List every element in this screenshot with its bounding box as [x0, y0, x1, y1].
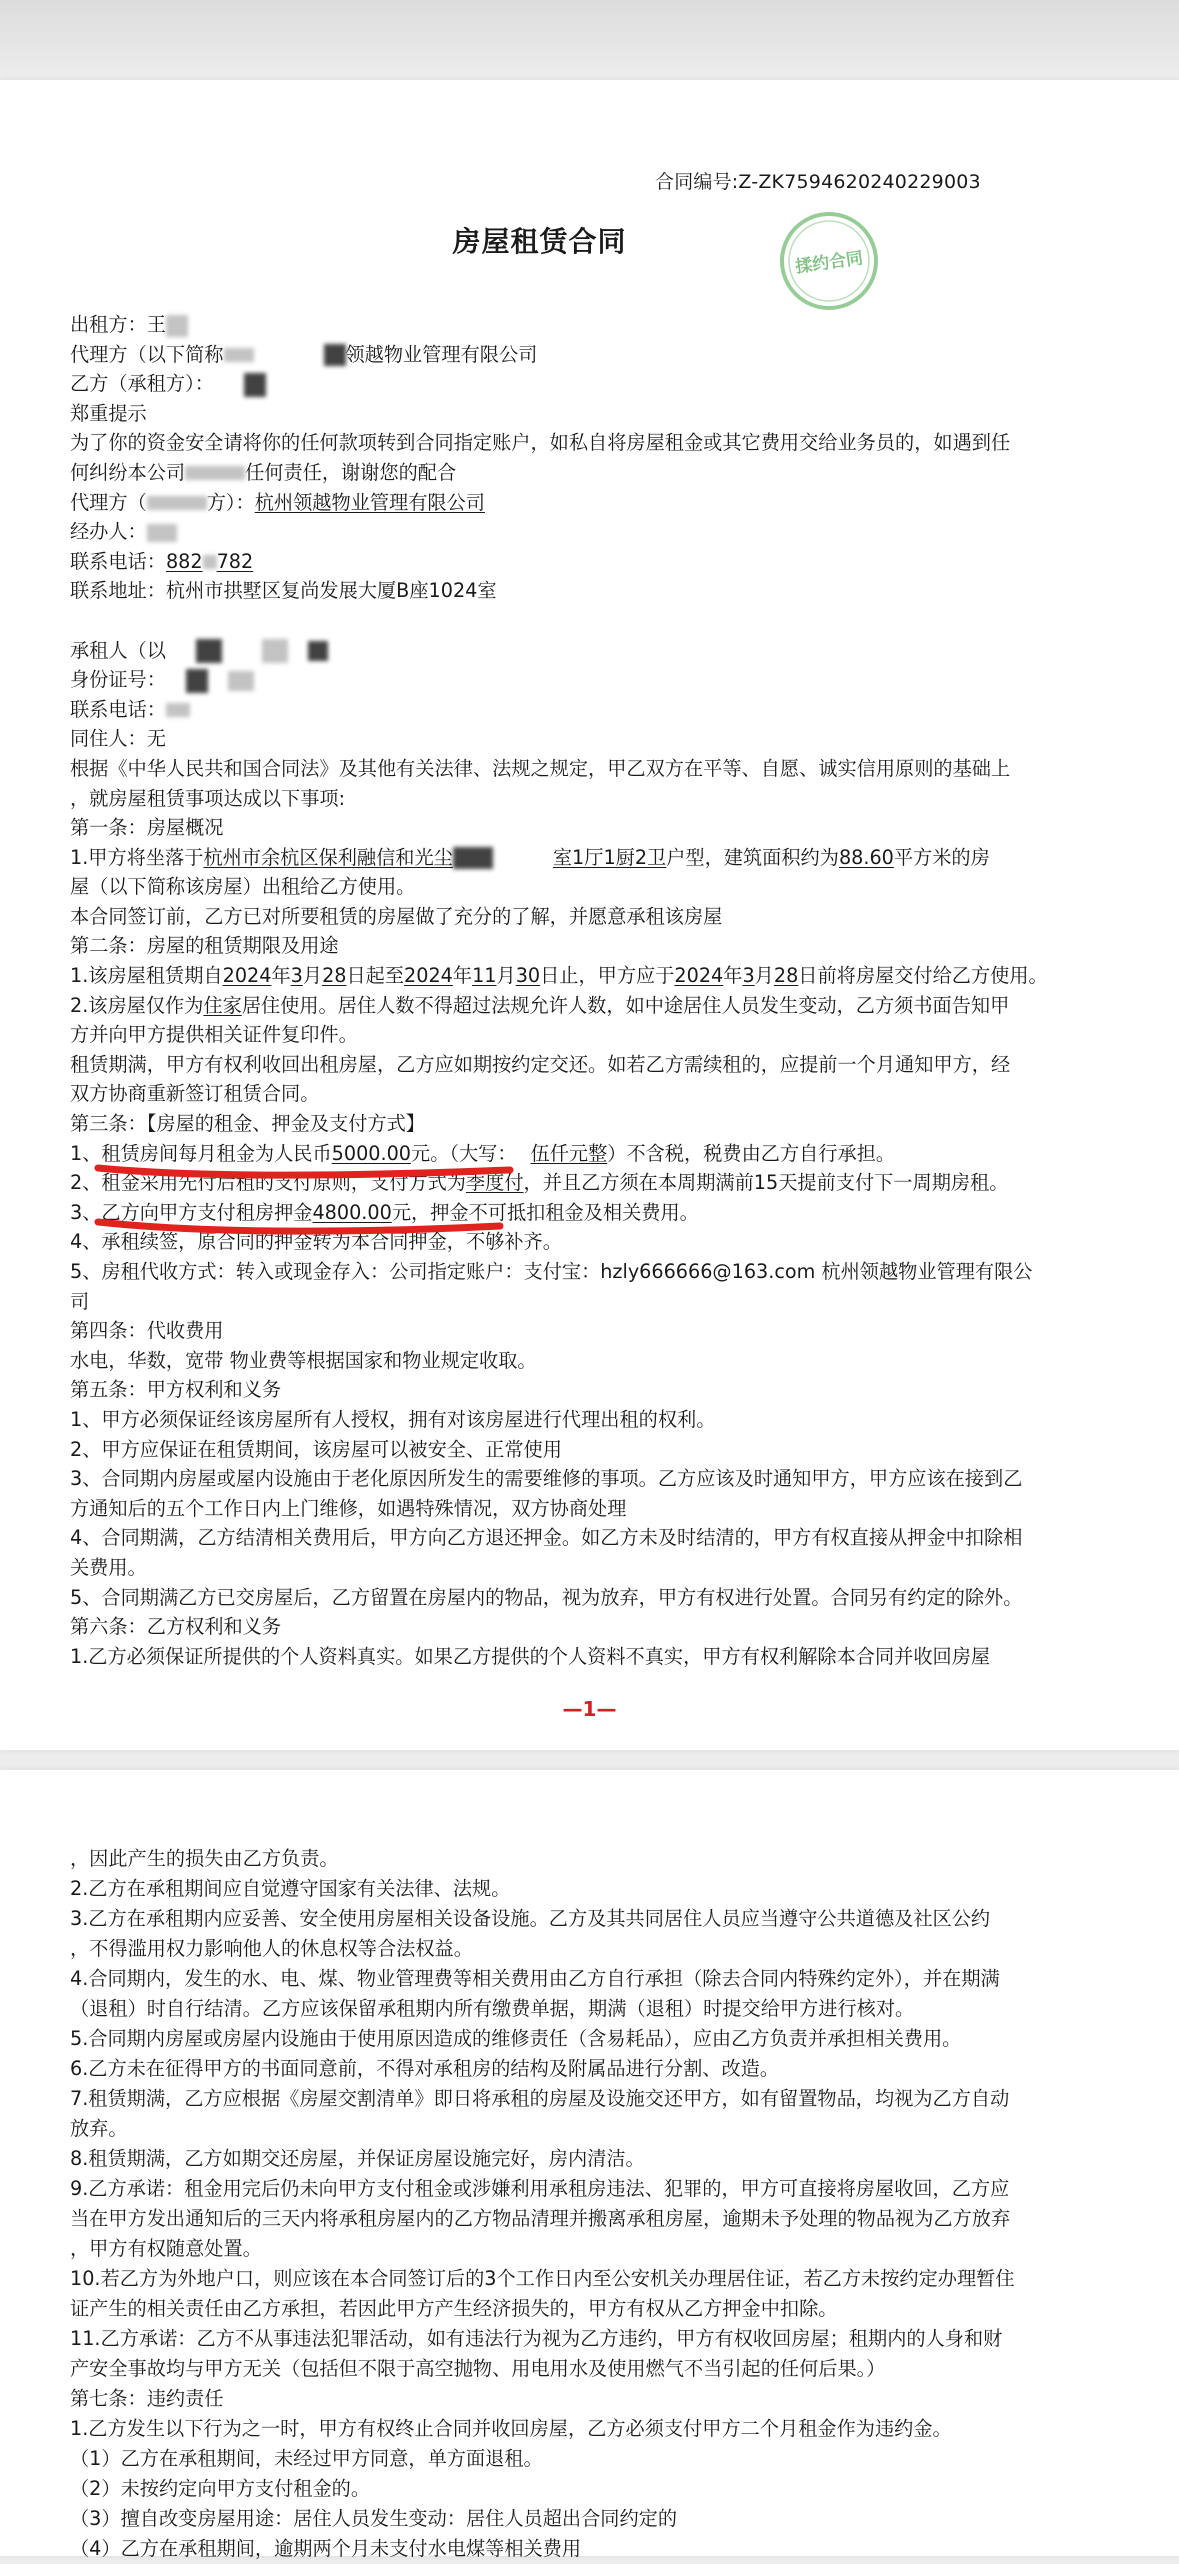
article-3-heading: 第三条：【房屋的租金、押金及支付方式】: [70, 1112, 425, 1136]
payment-method-line: 2、租金采用先付后租的支付原则，支付方式为季度付，并且乙方须在本周期满前15天提前支付下一周期房租。: [70, 1171, 1009, 1195]
cohabitant-line: 同住人：无: [70, 727, 166, 751]
article-5-item-4b: 关费用。: [70, 1555, 147, 1579]
article-7-heading: 第七条：违约责任: [70, 2387, 224, 2410]
p2-line-10: 放弃。: [70, 2117, 128, 2140]
contract-body-page2: [70, 1844, 1110, 2564]
p2-line-8: 6.乙方未在征得甲方的书面同意前，不得对承租房的结构及附属品进行分割、改造。: [70, 2057, 780, 2080]
p2-line-22: （2）未按约定向甲方支付租金的。: [70, 2477, 371, 2500]
p2-line-18: 产安全事故均与甲方无关（包括但不限于高空抛物、用电用水及使用燃气不当引起的任何后果。）: [70, 2357, 886, 2380]
agent-company-line: 代理方（ 方）：杭州领越物业管理有限公司: [70, 490, 485, 514]
renewal-deposit-line: 4、承租续签，原合同的押金转为本合同押金，不够补齐。: [70, 1230, 562, 1254]
id-line: 身份证号：: [70, 665, 1110, 695]
p2-line-7: 5.合同期内房屋或房屋内设施由于使用原因造成的维修责任（含易耗品），应由乙方负责并承担相关费用。: [70, 2027, 962, 2050]
renewal-line-1: 租赁期满，甲方有权利收回出租房屋，乙方应如期按约定交还。如若乙方需续租的，应提前一个月通知甲方，经: [70, 1052, 1011, 1076]
p2-line-15: 10.若乙方为外地户口，则应该在本合同签订后的3个工作日内至公安机关办理居住证，若乙方未按约定办理暂住: [70, 2267, 1015, 2290]
handler-line: 经办人：: [70, 517, 1110, 547]
p2-line-14: ，甲方有权随意处置。: [70, 2237, 262, 2260]
p2-line-11: 8.租赁期满，乙方如期交还房屋，并保证房屋设施完好，房内清洁。: [70, 2147, 645, 2170]
preamble-1: 根据《中华人民共和国合同法》及其他有关法律、法规之规定，甲乙双方在平等、自愿、诚实信用原则的基础上: [70, 756, 1011, 780]
page-number: —1—: [562, 1697, 617, 1721]
article-5-item-3a: 3、合同期内房屋或屋内设施由于老化原因所发生的需要维修的事项。乙方应该及时通知甲方，甲方应该在接到乙: [70, 1467, 1023, 1491]
address-line: 联系地址：杭州市拱墅区复尚发展大厦B座1024室: [70, 579, 497, 603]
deposit-line: 3、乙方向甲方支付租房押金4800.00元，押金不可抵扣租金及相关费用。: [70, 1200, 699, 1224]
payment-account-line: 5、房租代收方式：转入或现金存入：公司指定账户：支付宝：hzly666666@163.com 杭州领越物业管理有限公: [70, 1260, 1033, 1283]
agent-line: 代理方（以下简称 领越物业管理有限公司: [70, 342, 538, 366]
article-5-item-3b: 方通知后的五个工作日内上门维修，如遇特殊情况，双方协商处理: [70, 1496, 627, 1520]
lessee-line: 乙方（承租方）：: [70, 369, 1110, 399]
p2-line-17: 11.乙方承诺：乙方不从事违法犯罪活动，如有违法行为视为乙方违约，甲方有权收回房屋；租期内的人身和财: [70, 2327, 1003, 2350]
viewer-background: [0, 0, 1179, 80]
article-4-heading: 第四条：代收费用: [70, 1319, 224, 1343]
usage-line-1: 2.该房屋仅作为住家居住使用。居住人数不得超过法规允许人数，如中途居住人员发生变动，乙方须书面告知甲: [70, 993, 1010, 1017]
article-5-heading: 第五条：甲方权利和义务: [70, 1378, 282, 1402]
notice-text-2: 何纠纷本公司 任何责任，谢谢您的配合: [70, 460, 457, 484]
article-6-item-1: 1.乙方必须保证所提供的个人资料真实。如果乙方提供的个人资料不真实，甲方有权利解除本合同并收回房屋: [70, 1644, 991, 1668]
p2-line-21: （1）乙方在承租期间，未经过甲方同意，单方面退租。: [70, 2447, 543, 2470]
p2-line-6: （退租）时自行结清。乙方应该保留承租期内所有缴费单据，期满（退租）时提交给甲方进行核对。: [70, 1997, 915, 2020]
article-2-heading: 第二条：房屋的租赁期限及用途: [70, 934, 339, 958]
p2-line-1: ，因此产生的损失由乙方负责。: [70, 1847, 339, 1870]
payment-account-line-2: 司: [70, 1289, 90, 1313]
p2-line-12: 9.乙方承诺：租金用完后仍未向甲方支付租金或涉嫌利用承租房违法、犯罪的，甲方可直接将房屋收回，乙方应: [70, 2177, 1010, 2200]
p2-line-3: 3.乙方在承租期内应妥善、安全使用房屋相关设备设施。乙方及其共同居住人员应当遵守公共道德及社区公约: [70, 1907, 991, 1930]
p2-line-9: 7.租赁期满，乙方应根据《房屋交割清单》即日将承租的房屋及设施交还甲方，如有留置物品，均视为乙方自动: [70, 2087, 1010, 2110]
article-5-item-2: 2、甲方应保证在租赁期间，该房屋可以被安全、正常使用: [70, 1437, 562, 1461]
contract-number: 合同编号:Z-ZK7594620240229003: [655, 171, 981, 193]
article-4-text: 水电，华数，宽带 物业费等根据国家和物业规定收取。: [70, 1348, 537, 1372]
p2-line-2: 2.乙方在承租期间应自觉遵守国家有关法律、法规。: [70, 1877, 511, 1900]
p2-line-13: 当在甲方发出通知后的三天内将承租房屋内的乙方物品清理并搬离承租房屋，逾期未予处理的物品视为乙方放弃: [70, 2207, 1011, 2230]
article-5-item-5: 5、合同期满乙方已交房屋后，乙方留置在房屋内的物品，视为放弃，甲方有权进行处置。合同另有约定的除外。: [70, 1585, 1023, 1609]
tenant-line: 承租人（以: [70, 636, 1110, 666]
contract-page-1: [0, 80, 1179, 1750]
svg-text:揉约合同: 揉约合同: [794, 248, 865, 278]
renewal-line-2: 双方协商重新签订租赁合同。: [70, 1082, 320, 1106]
article-1-text-3: 本合同签订前，乙方已对所要租赁的房屋做了充分的了解，并愿意承租该房屋: [70, 904, 723, 928]
notice-heading: 郑重提示: [70, 401, 147, 425]
article-5-item-4a: 4、合同期满，乙方结清相关费用后，甲方向乙方退还押金。如乙方未及时结清的，甲方有权直接从押金中扣除相: [70, 1526, 1023, 1550]
spacer: [70, 606, 1110, 636]
contract-page-2: [0, 1770, 1179, 2560]
tenant-phone-line: 联系电话：: [70, 695, 1110, 725]
p2-line-16: 证产生的相关责任由乙方承担，若因此甲方产生经济损失的，甲方有权从乙方押金中扣除。: [70, 2297, 838, 2320]
phone-line: 联系电话：882 782: [70, 549, 254, 573]
p2-line-5: 4.合同期内，发生的水、电、煤、物业管理费等相关费用由乙方自行承担（除去合同内特殊约定外），并在期满: [70, 1967, 1000, 1990]
article-1-text-1: 1.甲方将坐落于杭州市余杭区保利融信和光尘 室1厅1厨2卫户型，建筑面积约为88.60平方米的房: [70, 845, 990, 869]
article-6-heading: 第六条：乙方权利和义务: [70, 1615, 282, 1639]
company-seal-icon: [778, 210, 880, 312]
lease-term-line: 1.该房屋租赁期自2024年3月28日起至2024年11月30日止，甲方应于2024年3月28日前将房屋交付给乙方使用。: [70, 964, 1048, 988]
article-1-text-2: 屋（以下简称该房屋）出租给乙方使用。: [70, 875, 416, 899]
article-1-heading: 第一条：房屋概况: [70, 816, 224, 840]
p2-line-23: （3）擅自改变房屋用途：居住人员发生变动：居住人员超出合同约定的: [70, 2507, 678, 2530]
notice-text-1: 为了你的资金安全请将你的任何款项转到合同指定账户，如私自将房屋租金或其它费用交给业务员的，如遇到任: [70, 431, 1011, 455]
p2-line-20: 1.乙方发生以下行为之一时，甲方有权终止合同并收回房屋，乙方必须支付甲方二个月租金作为违约金。: [70, 2417, 952, 2440]
usage-line-2: 方并向甲方提供相关证件复印件。: [70, 1023, 358, 1047]
p2-line-4: ，不得滥用权力影响他人的休息权等合法权益。: [70, 1937, 473, 1960]
p2-line-24: （4）乙方在承租期间，逾期两个月未支付水电煤等相关费用: [70, 2537, 582, 2560]
lessor-line: 出租方：王: [70, 310, 1110, 340]
contract-title: 房屋租赁合同: [452, 225, 627, 258]
rent-line: 1、租赁房间每月租金为人民币5000.00元。（大写： 伍仟元整）不含税，税费由乙方自行承担。: [70, 1141, 896, 1165]
article-5-item-1: 1、甲方必须保证经该房屋所有人授权，拥有对该房屋进行代理出租的权利。: [70, 1407, 716, 1431]
contract-body-page1: [70, 310, 1110, 1671]
preamble-2: ，就房屋租赁事项达成以下事项:: [70, 786, 346, 810]
